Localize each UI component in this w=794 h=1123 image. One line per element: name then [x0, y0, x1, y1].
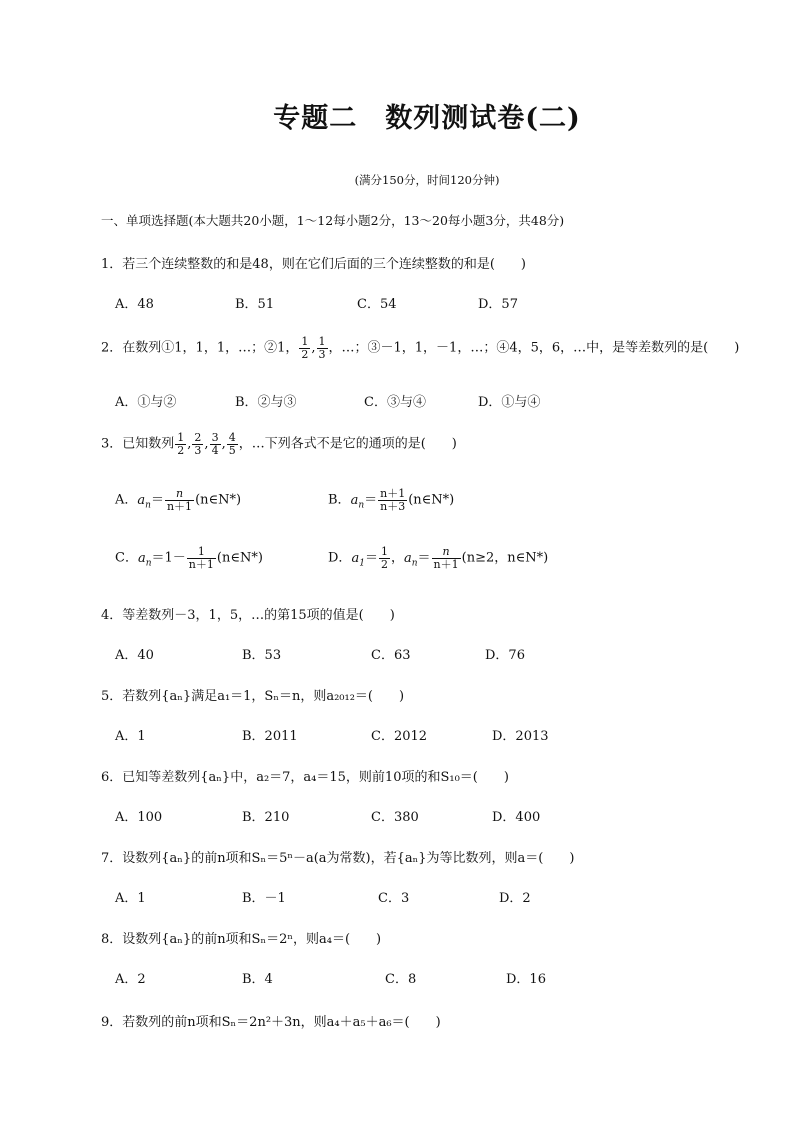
q2-option-b[interactable]: B．②与③ [235, 395, 297, 410]
q1-option-b[interactable]: B．51 [235, 297, 275, 312]
q5-option-b[interactable]: B．2011 [242, 729, 298, 744]
q2-option-c[interactable]: C．③与④ [364, 395, 426, 410]
q1-option-c[interactable]: C．54 [357, 297, 397, 312]
q3-option-c[interactable]: C．$a_n=1-$ $\frac{1}{n+1}$ (n∈N*) [115, 545, 263, 571]
q3-option-a[interactable]: A．$a_n=$ $\frac{n}{n+1}$ (n∈N*) [115, 487, 242, 513]
q7-option-a[interactable]: A．1 [115, 891, 146, 906]
q7-option-b[interactable]: B．－1 [242, 891, 286, 906]
page-title: 专题二 数列测试卷(二) [273, 103, 581, 134]
q4-option-b[interactable]: B．53 [242, 648, 282, 663]
question-3: 3．已知数列 $\frac{1}{2}$ , $\frac{2}{3}$ , $\frac{3}{4}$ , $\frac{4}{5}$ ，…下列各式不是它的通项的是( ) [101, 431, 457, 457]
q6-option-b[interactable]: B．210 [242, 810, 290, 825]
q3-option-b[interactable]: B．$a_n=$ $\frac{n+1}{n+3}$ (n∈N*) [328, 487, 455, 513]
q4-option-d[interactable]: D．76 [485, 648, 525, 663]
q7-option-c[interactable]: C．3 [378, 891, 410, 906]
question-2: 2．在数列①1，1，1，…；②1， $\frac{1}{2}$ , $\frac{1}{3}$ ，…；③－1，1，－1，…；④4，5，6，…中，是等差数列的是( ) [101, 335, 740, 361]
exam-info: (满分150分，时间120分钟) [354, 173, 500, 187]
q3-option-d[interactable]: D．$a_1=$ $\frac{1}{2}$ ，$a_n=$ $\frac{n}{n+1}$ (n≥2，n∈N*) [328, 545, 549, 571]
q6-option-d[interactable]: D．400 [492, 810, 541, 825]
q1-option-d[interactable]: D．57 [478, 297, 518, 312]
section-heading: 一、单项选择题(本大题共20小题，1～12每小题2分，13～20每小题3分，共48分) [101, 213, 565, 228]
q7-option-d[interactable]: D．2 [499, 891, 531, 906]
question-5: 5．若数列{aₙ}满足a₁＝1，Sₙ＝n，则a₂₀₁₂＝( ) [101, 689, 405, 704]
question-7: 7．设数列{aₙ}的前n项和Sₙ＝5ⁿ－a(a为常数)，若{aₙ}为等比数列，则a＝( ) [101, 851, 575, 866]
question-9: 9．若数列的前n项和Sₙ＝2n²＋3n，则a₄＋a₅＋a₆＝( ) [101, 1015, 441, 1030]
question-8: 8．设数列{aₙ}的前n项和Sₙ＝2ⁿ，则a₄＝( ) [101, 932, 382, 947]
question-4: 4．等差数列－3，1，5，…的第15项的值是( ) [101, 608, 395, 623]
q8-option-a[interactable]: A．2 [115, 972, 146, 987]
q5-option-d[interactable]: D．2013 [492, 729, 549, 744]
q5-option-a[interactable]: A．1 [115, 729, 146, 744]
q6-option-a[interactable]: A．100 [115, 810, 163, 825]
q2-option-a[interactable]: A．①与② [115, 395, 177, 410]
q6-option-c[interactable]: C．380 [371, 810, 419, 825]
fraction: $\frac{1}{2}$ [301, 335, 309, 361]
q5-option-c[interactable]: C．2012 [371, 729, 428, 744]
q2-option-d[interactable]: D．①与④ [478, 395, 541, 410]
q4-option-a[interactable]: A．40 [115, 648, 154, 663]
q8-option-c[interactable]: C．8 [385, 972, 417, 987]
fraction: $\frac{1}{3}$ [318, 335, 326, 361]
q8-option-d[interactable]: D．16 [506, 972, 546, 987]
question-6: 6．已知等差数列{aₙ}中，a₂＝7，a₄＝15，则前10项的和S₁₀＝( ) [101, 770, 509, 785]
q8-option-b[interactable]: B．4 [242, 972, 273, 987]
q4-option-c[interactable]: C．63 [371, 648, 411, 663]
q1-option-a[interactable]: A．48 [115, 297, 154, 312]
question-1: 1．若三个连续整数的和是48，则在它们后面的三个连续整数的和是( ) [101, 257, 526, 272]
